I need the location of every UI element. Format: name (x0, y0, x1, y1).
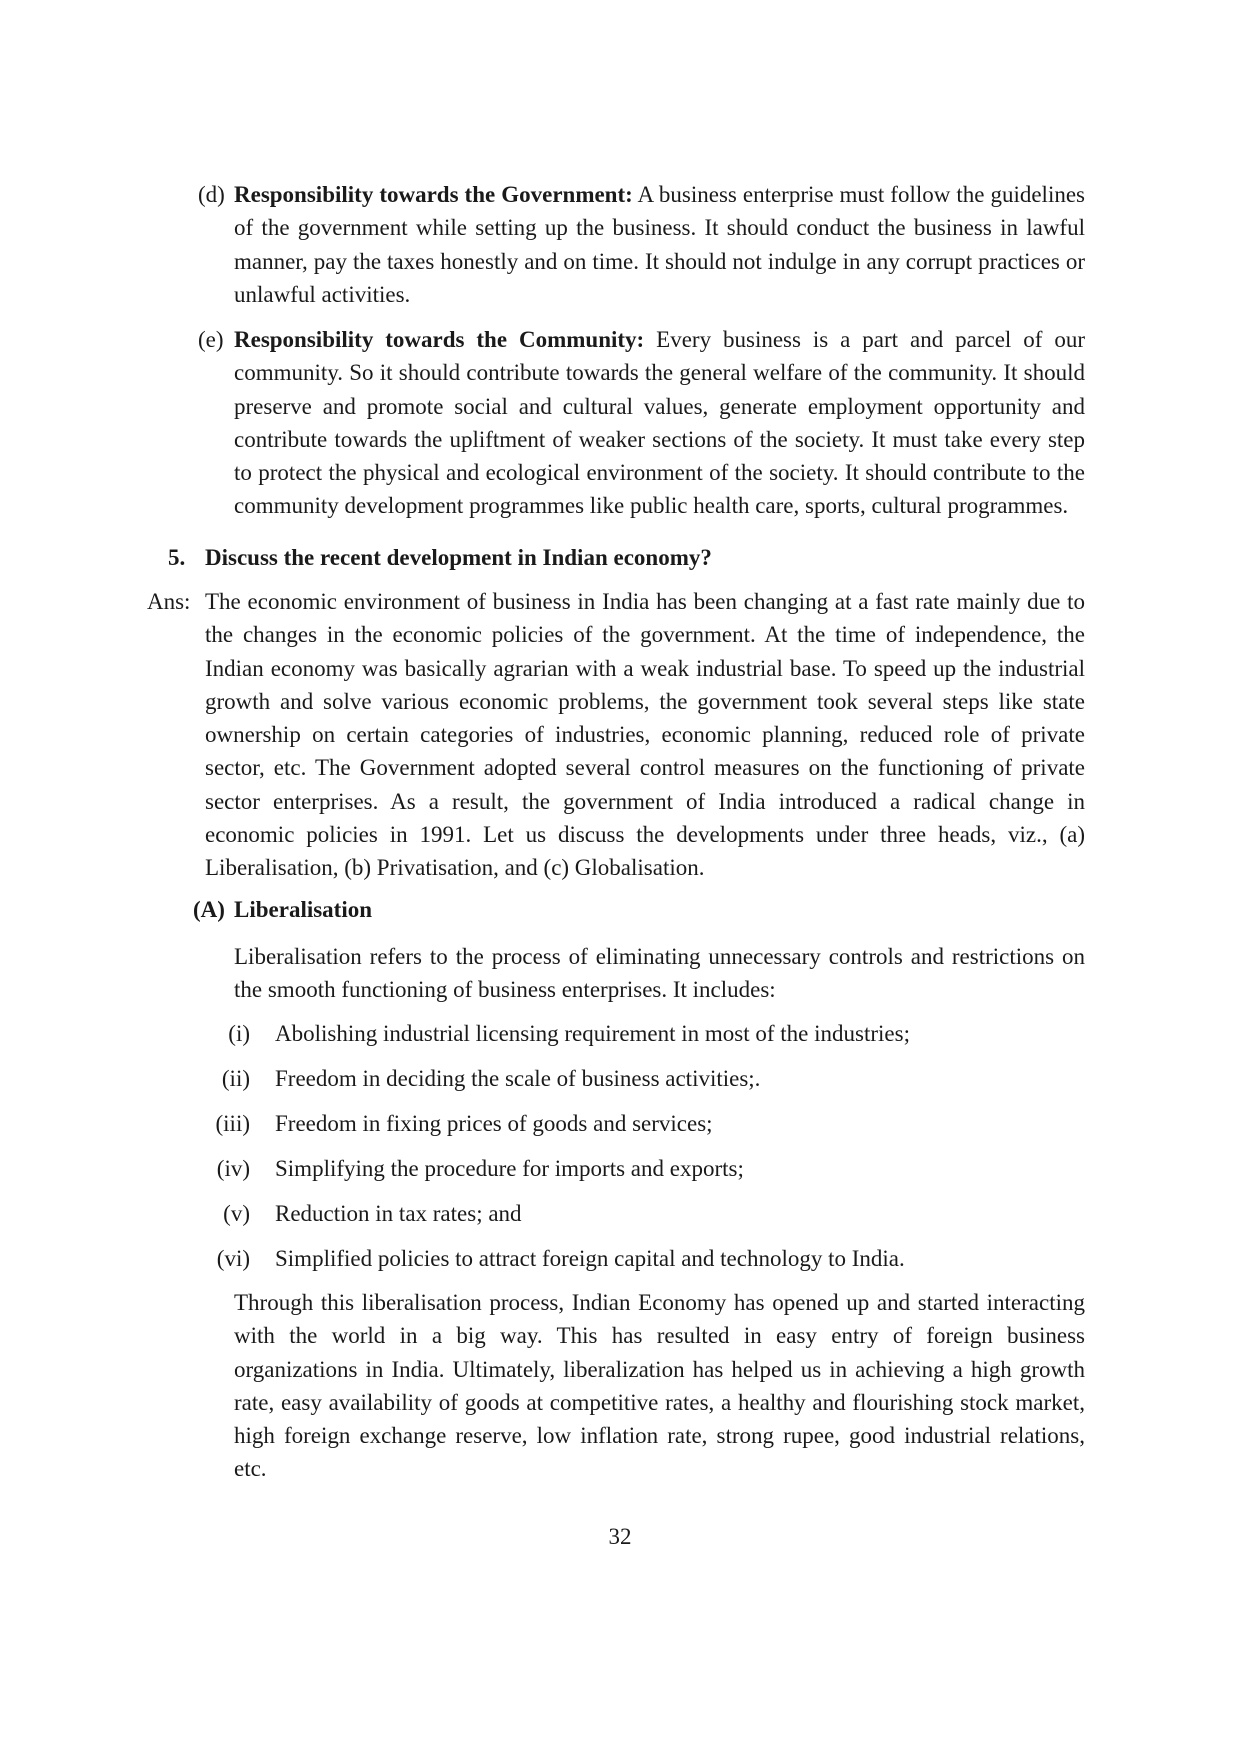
list-item-text: Simplifying the procedure for imports and exports; (275, 1156, 744, 1181)
section-a-title: Liberalisation (234, 897, 373, 922)
item-e-body: Every business is a part and parcel of our community. So it should contribute towards the general welfare of the community. It should preserve and promote social and cultural values, generate employment opportunity and contribute towards the upliftment of weaker sections of the society. It must take every step to protect the physical and ecological environment of the society. It should contribute to the community development programmes like public health care, sports, cultural programmes. (234, 327, 1085, 519)
list-item-number: (vi) (216, 1246, 250, 1271)
item-e-paragraph (234, 323, 1085, 523)
section-a-conclusion: Through this liberalisation process, Indian Economy has opened up and started interacting with the world in a big way. This has resulted in easy entry of foreign business organizations in India. Ultimately, liberalization has helped us in achieving a high growth rate, easy availability of goods at competitive rates, a healthy and flourishing stock market, high foreign exchange reserve, low inflation rate, strong rupee, good industrial relations, etc. (234, 1290, 1085, 1482)
page-number: 32 (608, 1524, 632, 1549)
list-item-text: Abolishing industrial licensing requirement in most of the industries; (275, 1021, 910, 1046)
item-e-title: Responsibility towards the Community: (234, 327, 645, 352)
item-d-paragraph (234, 178, 1085, 311)
item-d-body: A business enterprise must follow the guidelines of the government while setting up the business. It should conduct the business in lawful manner, pay the taxes honestly and on time. It should not indulge in any corrupt practices or unlawful activities. (234, 182, 1085, 307)
list-item-number: (iv) (216, 1156, 250, 1181)
list-item-number: (v) (223, 1201, 250, 1226)
section-a-intro: Liberalisation refers to the process of eliminating unnecessary controls and restrictions on the smooth functioning of business enterprises. It includes: (234, 944, 1085, 1003)
answer-paragraph: The economic environment of business in India has been changing at a fast rate mainly due to the changes in the economic policies of the government. At the time of independence, the Indian economy was basically agrarian with a weak industrial base. To speed up the industrial growth and solve various economic problems, the government took several steps like state ownership on certain categories of industries, economic planning, reduced role of private sector, etc. The Government adopted several control measures on the functioning of private sector enterprises. As a result, the government of India introduced a radical change in economic policies in 1991. Let us discuss the developments under three heads, viz., (a) Liberalisation, (b) Privatisation, and (c) Globalisation. (205, 589, 1085, 881)
list-item-number: (iii) (215, 1111, 250, 1136)
list-item-text: Simplified policies to attract foreign capital and technology to India. (275, 1246, 905, 1271)
list-item-text: Freedom in deciding the scale of business activities;. (275, 1066, 761, 1091)
answer-label: Ans: (147, 589, 191, 614)
list-item-text: Freedom in fixing prices of goods and services; (275, 1111, 713, 1136)
list-item-text: Reduction in tax rates; and (275, 1201, 522, 1226)
item-d-label: (d) (198, 182, 225, 207)
item-d-title: Responsibility towards the Government: (234, 182, 633, 207)
list-item-number: (ii) (221, 1066, 250, 1091)
section-a-label: (A) (193, 897, 225, 922)
question-number: 5. (168, 545, 186, 570)
item-e-label: (e) (198, 327, 224, 352)
list-item-number: (i) (228, 1021, 250, 1046)
question-text: Discuss the recent development in Indian economy? (205, 545, 712, 570)
